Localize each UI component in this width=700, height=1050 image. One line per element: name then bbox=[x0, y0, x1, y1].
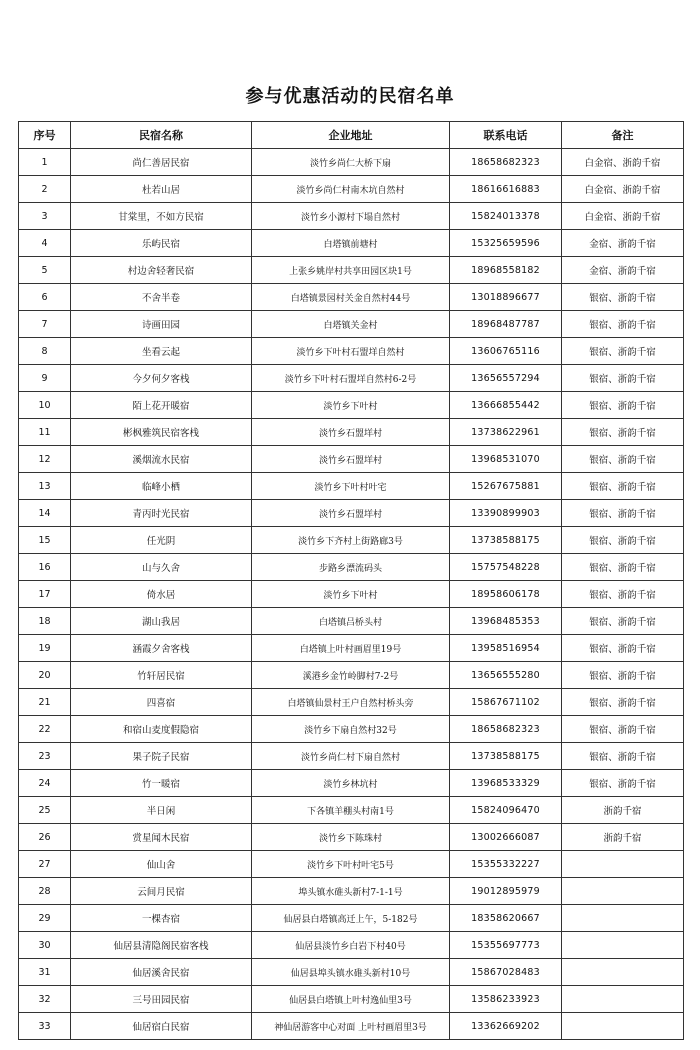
cell-note: 浙韵千宿 bbox=[562, 824, 684, 851]
cell-no: 32 bbox=[19, 986, 71, 1013]
cell-phone: 13738588175 bbox=[450, 527, 562, 554]
cell-no: 22 bbox=[19, 716, 71, 743]
cell-note: 白金宿、浙韵千宿 bbox=[562, 176, 684, 203]
table-row bbox=[19, 284, 684, 311]
cell-address: 仙居县白塔镇上叶村逸仙里3号 bbox=[252, 986, 450, 1013]
cell-phone: 15824096470 bbox=[450, 797, 562, 824]
cell-address: 白塔镇关金村 bbox=[252, 311, 450, 338]
cell-phone: 15355332227 bbox=[450, 851, 562, 878]
cell-phone: 15867671102 bbox=[450, 689, 562, 716]
cell-address: 上张乡姚岸村共享田园区块1号 bbox=[252, 257, 450, 284]
table-row bbox=[19, 419, 684, 446]
cell-no: 14 bbox=[19, 500, 71, 527]
cell-note: 白金宿、浙韵千宿 bbox=[562, 203, 684, 230]
table-row bbox=[19, 635, 684, 662]
cell-address: 白塔镇吕桥头村 bbox=[252, 608, 450, 635]
cell-no: 18 bbox=[19, 608, 71, 635]
table-header-row bbox=[19, 122, 684, 149]
cell-name: 临峰小栖 bbox=[71, 473, 252, 500]
cell-no: 17 bbox=[19, 581, 71, 608]
cell-note: 银宿、浙韵千宿 bbox=[562, 473, 684, 500]
cell-no: 8 bbox=[19, 338, 71, 365]
table-row bbox=[19, 986, 684, 1013]
cell-name: 甘棠里，不如方民宿 bbox=[71, 203, 252, 230]
cell-note: 银宿、浙韵千宿 bbox=[562, 419, 684, 446]
table-row bbox=[19, 851, 684, 878]
table-row bbox=[19, 230, 684, 257]
cell-no: 3 bbox=[19, 203, 71, 230]
cell-address: 淡竹乡石盟垟村 bbox=[252, 419, 450, 446]
cell-address: 淡竹乡尚仁大桥下扇 bbox=[252, 149, 450, 176]
cell-name: 倚水居 bbox=[71, 581, 252, 608]
cell-phone: 15267675881 bbox=[450, 473, 562, 500]
cell-address: 淡竹乡下叶村叶宅 bbox=[252, 473, 450, 500]
cell-address: 白塔镇仙景村王户自然村桥头旁 bbox=[252, 689, 450, 716]
cell-phone: 13666855442 bbox=[450, 392, 562, 419]
homestay-table bbox=[18, 121, 684, 1040]
table-row bbox=[19, 500, 684, 527]
cell-address: 淡竹乡尚仁村下扇自然村 bbox=[252, 743, 450, 770]
cell-address: 仙居县白塔镇高迁上午，5-182号 bbox=[252, 905, 450, 932]
table-row bbox=[19, 365, 684, 392]
cell-name: 涵霞夕舍客栈 bbox=[71, 635, 252, 662]
header-phone: 联系电话 bbox=[450, 122, 562, 149]
cell-note: 银宿、浙韵千宿 bbox=[562, 662, 684, 689]
table-row bbox=[19, 527, 684, 554]
page-title: 参与优惠活动的民宿名单 bbox=[245, 86, 455, 107]
table-row bbox=[19, 797, 684, 824]
cell-name: 仙居宿白民宿 bbox=[71, 1013, 252, 1040]
header-name: 民宿名称 bbox=[71, 122, 252, 149]
cell-name: 杜若山居 bbox=[71, 176, 252, 203]
table-row bbox=[19, 770, 684, 797]
cell-note bbox=[562, 986, 684, 1013]
cell-no: 4 bbox=[19, 230, 71, 257]
cell-address: 淡竹乡下陈珠村 bbox=[252, 824, 450, 851]
cell-name: 云间月民宿 bbox=[71, 878, 252, 905]
table-row bbox=[19, 554, 684, 581]
cell-phone: 13002666087 bbox=[450, 824, 562, 851]
cell-phone: 15355697773 bbox=[450, 932, 562, 959]
cell-note bbox=[562, 959, 684, 986]
cell-address: 淡竹乡石盟垟村 bbox=[252, 446, 450, 473]
cell-name: 彬枫雅筑民宿客栈 bbox=[71, 419, 252, 446]
cell-name: 诗画田园 bbox=[71, 311, 252, 338]
cell-note: 金宿、浙韵千宿 bbox=[562, 257, 684, 284]
cell-address: 淡竹乡尚仁村南木坑自然村 bbox=[252, 176, 450, 203]
cell-phone: 15867028483 bbox=[450, 959, 562, 986]
table-row bbox=[19, 824, 684, 851]
cell-note: 银宿、浙韵千宿 bbox=[562, 770, 684, 797]
cell-address: 淡竹乡下叶村 bbox=[252, 581, 450, 608]
cell-name: 仙居溪舍民宿 bbox=[71, 959, 252, 986]
cell-name: 村边舍轻奢民宿 bbox=[71, 257, 252, 284]
cell-name: 任光阴 bbox=[71, 527, 252, 554]
cell-no: 10 bbox=[19, 392, 71, 419]
cell-note: 银宿、浙韵千宿 bbox=[562, 554, 684, 581]
cell-address: 淡竹乡下叶村石盟垟自然村6-2号 bbox=[252, 365, 450, 392]
cell-no: 12 bbox=[19, 446, 71, 473]
cell-name: 陌上花开暖宿 bbox=[71, 392, 252, 419]
cell-address: 溪港乡金竹岭脚村7-2号 bbox=[252, 662, 450, 689]
table-row bbox=[19, 878, 684, 905]
cell-phone: 19012895979 bbox=[450, 878, 562, 905]
cell-no: 11 bbox=[19, 419, 71, 446]
cell-note bbox=[562, 851, 684, 878]
cell-no: 13 bbox=[19, 473, 71, 500]
cell-phone: 13738622961 bbox=[450, 419, 562, 446]
cell-name: 四喜宿 bbox=[71, 689, 252, 716]
cell-phone: 13586233923 bbox=[450, 986, 562, 1013]
header-note: 备注 bbox=[562, 122, 684, 149]
cell-address: 淡竹乡小源村下塌自然村 bbox=[252, 203, 450, 230]
cell-phone: 13390899903 bbox=[450, 500, 562, 527]
cell-name: 仙居县清隐阁民宿客栈 bbox=[71, 932, 252, 959]
cell-no: 7 bbox=[19, 311, 71, 338]
cell-note: 银宿、浙韵千宿 bbox=[562, 689, 684, 716]
table-row bbox=[19, 581, 684, 608]
cell-note: 银宿、浙韵千宿 bbox=[562, 500, 684, 527]
cell-note: 浙韵千宿 bbox=[562, 797, 684, 824]
cell-note bbox=[562, 905, 684, 932]
cell-no: 28 bbox=[19, 878, 71, 905]
cell-address: 淡竹乡石盟垟村 bbox=[252, 500, 450, 527]
cell-phone: 13958516954 bbox=[450, 635, 562, 662]
cell-no: 15 bbox=[19, 527, 71, 554]
cell-name: 一棵杏宿 bbox=[71, 905, 252, 932]
table-row bbox=[19, 608, 684, 635]
cell-phone: 15824013378 bbox=[450, 203, 562, 230]
cell-no: 1 bbox=[19, 149, 71, 176]
cell-no: 2 bbox=[19, 176, 71, 203]
table-row bbox=[19, 473, 684, 500]
cell-phone: 13968485353 bbox=[450, 608, 562, 635]
cell-address: 仙居县埠头镇水碓头新村10号 bbox=[252, 959, 450, 986]
cell-no: 5 bbox=[19, 257, 71, 284]
cell-note: 银宿、浙韵千宿 bbox=[562, 743, 684, 770]
cell-name: 湖山我居 bbox=[71, 608, 252, 635]
cell-name: 溪烟流水民宿 bbox=[71, 446, 252, 473]
cell-name: 不舍半卷 bbox=[71, 284, 252, 311]
cell-name: 今夕何夕客栈 bbox=[71, 365, 252, 392]
cell-phone: 18616616883 bbox=[450, 176, 562, 203]
cell-address: 淡竹乡林坑村 bbox=[252, 770, 450, 797]
cell-address: 淡竹乡下齐村上街路廊3号 bbox=[252, 527, 450, 554]
cell-no: 23 bbox=[19, 743, 71, 770]
cell-phone: 15325659596 bbox=[450, 230, 562, 257]
table-row bbox=[19, 203, 684, 230]
cell-note: 银宿、浙韵千宿 bbox=[562, 392, 684, 419]
cell-note: 金宿、浙韵千宿 bbox=[562, 230, 684, 257]
cell-note: 银宿、浙韵千宿 bbox=[562, 608, 684, 635]
table-row bbox=[19, 716, 684, 743]
cell-phone: 18968558182 bbox=[450, 257, 562, 284]
header-no: 序号 bbox=[19, 122, 71, 149]
table-row bbox=[19, 311, 684, 338]
cell-name: 尚仁善居民宿 bbox=[71, 149, 252, 176]
cell-no: 19 bbox=[19, 635, 71, 662]
cell-address: 白塔镇上叶村画眉里19号 bbox=[252, 635, 450, 662]
cell-address: 下各镇羊棚头村南1号 bbox=[252, 797, 450, 824]
cell-no: 21 bbox=[19, 689, 71, 716]
cell-name: 竹轩居民宿 bbox=[71, 662, 252, 689]
cell-phone: 18958606178 bbox=[450, 581, 562, 608]
cell-address: 白塔镇景园村关金自然村44号 bbox=[252, 284, 450, 311]
cell-phone: 18658682323 bbox=[450, 149, 562, 176]
cell-no: 16 bbox=[19, 554, 71, 581]
cell-no: 30 bbox=[19, 932, 71, 959]
cell-name: 竹一暖宿 bbox=[71, 770, 252, 797]
cell-name: 山与久舍 bbox=[71, 554, 252, 581]
cell-phone: 13968533329 bbox=[450, 770, 562, 797]
cell-no: 27 bbox=[19, 851, 71, 878]
cell-no: 9 bbox=[19, 365, 71, 392]
cell-phone: 13606765116 bbox=[450, 338, 562, 365]
table-row bbox=[19, 959, 684, 986]
cell-note: 银宿、浙韵千宿 bbox=[562, 311, 684, 338]
cell-name: 半日闲 bbox=[71, 797, 252, 824]
cell-no: 6 bbox=[19, 284, 71, 311]
table-row bbox=[19, 905, 684, 932]
cell-name: 赏星闻木民宿 bbox=[71, 824, 252, 851]
cell-no: 20 bbox=[19, 662, 71, 689]
cell-no: 24 bbox=[19, 770, 71, 797]
cell-address: 步路乡漂流码头 bbox=[252, 554, 450, 581]
cell-phone: 15757548228 bbox=[450, 554, 562, 581]
cell-name: 坐看云起 bbox=[71, 338, 252, 365]
cell-phone: 13362669202 bbox=[450, 1013, 562, 1040]
cell-note bbox=[562, 1013, 684, 1040]
cell-no: 26 bbox=[19, 824, 71, 851]
cell-phone: 13968531070 bbox=[450, 446, 562, 473]
table-row bbox=[19, 392, 684, 419]
table-row bbox=[19, 743, 684, 770]
table-row bbox=[19, 446, 684, 473]
cell-no: 31 bbox=[19, 959, 71, 986]
table-row bbox=[19, 932, 684, 959]
cell-phone: 13656557294 bbox=[450, 365, 562, 392]
cell-address: 神仙居游客中心对面 上叶村画眉里3号 bbox=[252, 1013, 450, 1040]
cell-name: 青丙时光民宿 bbox=[71, 500, 252, 527]
cell-phone: 18968487787 bbox=[450, 311, 562, 338]
cell-phone: 13656555280 bbox=[450, 662, 562, 689]
cell-address: 淡竹乡下叶村石盟垟自然村 bbox=[252, 338, 450, 365]
cell-note: 银宿、浙韵千宿 bbox=[562, 527, 684, 554]
cell-note: 银宿、浙韵千宿 bbox=[562, 716, 684, 743]
cell-note: 银宿、浙韵千宿 bbox=[562, 581, 684, 608]
cell-name: 果子院子民宿 bbox=[71, 743, 252, 770]
cell-address: 淡竹乡下叶村叶宅5号 bbox=[252, 851, 450, 878]
cell-no: 25 bbox=[19, 797, 71, 824]
cell-note: 银宿、浙韵千宿 bbox=[562, 284, 684, 311]
table-row bbox=[19, 257, 684, 284]
cell-address: 仙居县淡竹乡白岩下村40号 bbox=[252, 932, 450, 959]
header-address: 企业地址 bbox=[252, 122, 450, 149]
cell-name: 和宿山麦度假隐宿 bbox=[71, 716, 252, 743]
cell-phone: 13018896677 bbox=[450, 284, 562, 311]
cell-address: 淡竹乡下叶村 bbox=[252, 392, 450, 419]
cell-note: 银宿、浙韵千宿 bbox=[562, 446, 684, 473]
table-row bbox=[19, 176, 684, 203]
cell-note: 白金宿、浙韵千宿 bbox=[562, 149, 684, 176]
table-row bbox=[19, 662, 684, 689]
cell-address: 白塔镇前塘村 bbox=[252, 230, 450, 257]
cell-phone: 18358620667 bbox=[450, 905, 562, 932]
cell-note bbox=[562, 932, 684, 959]
cell-note: 银宿、浙韵千宿 bbox=[562, 365, 684, 392]
cell-name: 乐屿民宿 bbox=[71, 230, 252, 257]
cell-phone: 18658682323 bbox=[450, 716, 562, 743]
cell-note: 银宿、浙韵千宿 bbox=[562, 338, 684, 365]
cell-address: 淡竹乡下扇自然村32号 bbox=[252, 716, 450, 743]
cell-address: 埠头镇水碓头新村7-1-1号 bbox=[252, 878, 450, 905]
table-row bbox=[19, 1013, 684, 1040]
cell-phone: 13738588175 bbox=[450, 743, 562, 770]
cell-name: 仙山舍 bbox=[71, 851, 252, 878]
cell-note: 银宿、浙韵千宿 bbox=[562, 635, 684, 662]
cell-no: 29 bbox=[19, 905, 71, 932]
cell-note bbox=[562, 878, 684, 905]
table-row bbox=[19, 338, 684, 365]
table-row bbox=[19, 689, 684, 716]
table-body bbox=[19, 149, 684, 1040]
cell-name: 三号田园民宿 bbox=[71, 986, 252, 1013]
cell-no: 33 bbox=[19, 1013, 71, 1040]
table-row bbox=[19, 149, 684, 176]
